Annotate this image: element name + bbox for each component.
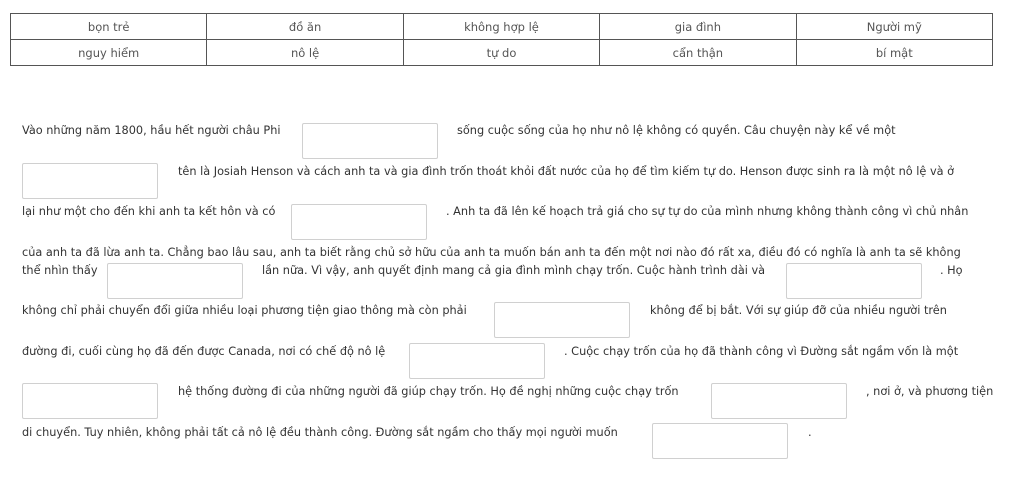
answer-blank-3[interactable] (291, 204, 427, 240)
passage-text: đường đi, cuối cùng họ đã đến được Canada, nơi có chế độ nô lệ (22, 345, 386, 358)
passage-text: không chỉ phải chuyển đổi giữa nhiều loại phương tiện giao thông mà còn phải (22, 304, 467, 317)
answer-blank-10[interactable] (652, 423, 788, 459)
passage-text: lại như một cho đến khi anh ta kết hôn và có (22, 205, 276, 218)
passage-text: của anh ta đã lừa anh ta. Chẳng bao lâu sau, anh ta biết rằng chủ sở hữu của anh ta muốn bán anh ta đến một nơi nào đó rất xa, điều đó có nghĩa là anh ta sẽ không (22, 246, 961, 259)
passage-text: . Cuộc chạy trốn của họ đã thành công vì Đường sắt ngầm vốn là một (564, 345, 959, 358)
answer-blank-1[interactable] (302, 123, 438, 159)
passage-text: di chuyển. Tuy nhiên, không phải tất cả nô lệ đều thành công. Đường sắt ngầm cho thấy mọi người muốn (22, 426, 618, 439)
word-bank-word: bí mật (796, 40, 992, 66)
passage-text: Vào những năm 1800, hầu hết người châu Phi (22, 124, 281, 137)
word-bank-word: nô lệ (207, 40, 403, 66)
passage-text: tên là Josiah Henson và cách anh ta và gia đình trốn thoát khỏi đất nước của họ để tìm kiếm tự do. Henson được sinh ra là một nô lệ và ở (178, 165, 955, 178)
word-bank-word: bọn trẻ (11, 14, 207, 40)
passage-text: không để bị bắt. Với sự giúp đỡ của nhiều người trên (650, 304, 947, 317)
passage-text: . (808, 426, 812, 439)
passage-text: , nơi ở, và phương tiện (866, 385, 994, 398)
passage-text: hệ thống đường đi của những người đã giúp chạy trốn. Họ đề nghị những cuộc chạy trốn (178, 385, 679, 398)
word-bank-row (11, 40, 993, 66)
answer-blank-9[interactable] (711, 383, 847, 419)
word-bank-table (10, 13, 993, 66)
word-bank-word: cẩn thận (600, 40, 796, 66)
answer-blank-4[interactable] (107, 263, 243, 299)
word-bank-word: gia đình (600, 14, 796, 40)
answer-blank-6[interactable] (494, 302, 630, 338)
word-bank-word: tự do (403, 40, 599, 66)
word-bank-word: nguy hiểm (11, 40, 207, 66)
word-bank-word: đồ ăn (207, 14, 403, 40)
passage-text: lần nữa. Vì vậy, anh quyết định mang cả gia đình mình chạy trốn. Cuộc hành trình dài và (262, 264, 766, 277)
word-bank-word: Người mỹ (796, 14, 992, 40)
passage-text: . Họ (940, 264, 963, 277)
passage-text: thể nhìn thấy (22, 264, 98, 277)
passage-text: sống cuộc sống của họ như nô lệ không có quyền. Câu chuyện này kể về một (457, 124, 896, 137)
answer-blank-7[interactable] (409, 343, 545, 379)
answer-blank-8[interactable] (22, 383, 158, 419)
answer-blank-5[interactable] (786, 263, 922, 299)
word-bank-word: không hợp lệ (403, 14, 599, 40)
word-bank-row (11, 14, 993, 40)
answer-blank-2[interactable] (22, 163, 158, 199)
passage-text: . Anh ta đã lên kế hoạch trả giá cho sự tự do của mình nhưng không thành công vì chủ nhân (446, 205, 969, 218)
